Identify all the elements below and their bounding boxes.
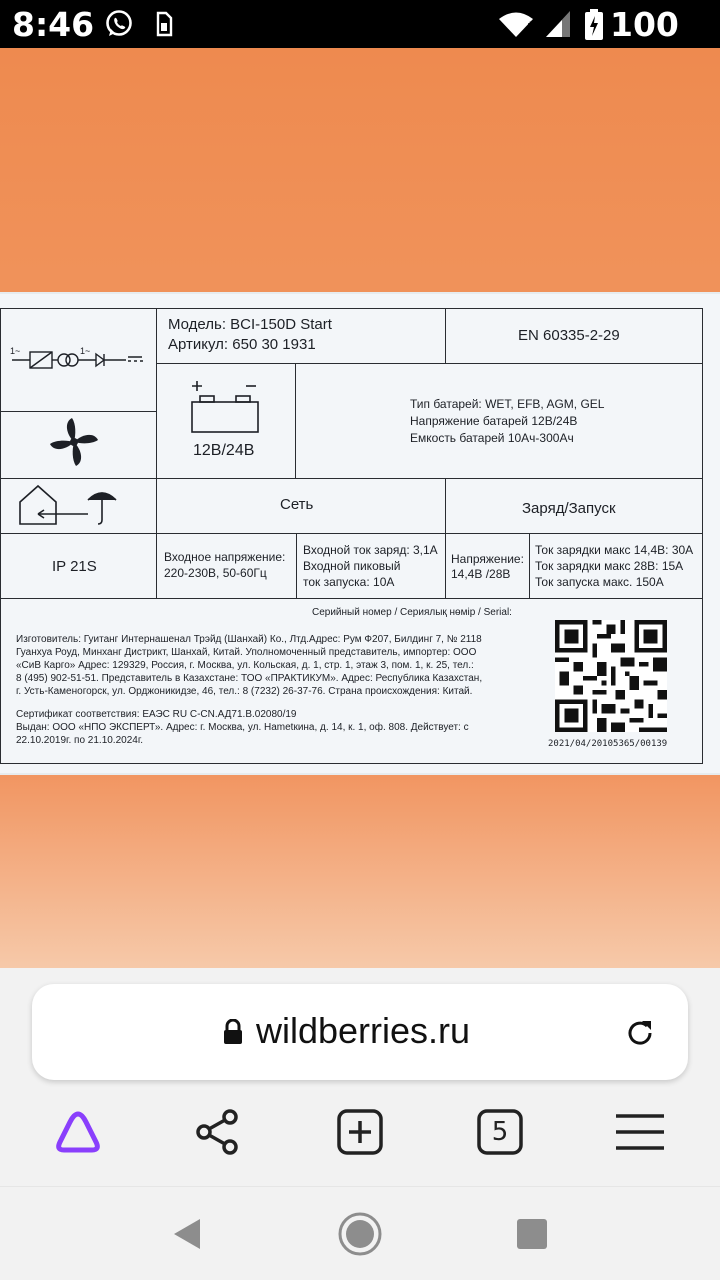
circuit-diagram-icon (10, 344, 150, 376)
cert-line-1: Сертификат соответствия: ЕАЭС RU С-CN.АД71.В.02080/19 (16, 709, 297, 720)
output-voltage-l1: Напряжение: (451, 552, 524, 566)
cert-line-3: 22.10.2019г. по 21.10.2024г. (16, 735, 144, 746)
input-voltage-l2: 220-230В, 50-60Гц (164, 566, 267, 580)
maker-line-5: г. Усть-Каменогорск, ул. Орджоникидзе, 46, тел.: 8 (7232) 26-37-76. Страна происхождения: Китай. (16, 686, 473, 697)
product-photo[interactable] (0, 48, 720, 968)
signal-icon (545, 10, 571, 38)
battery-voltage-spec: Напряжение батарей 12В/24В (410, 414, 578, 428)
charge-current-l2: Ток зарядки макс 28В: 15А (535, 559, 684, 573)
lock-icon (222, 1019, 244, 1045)
mains-header: Сеть (280, 496, 314, 513)
cert-line-2: Выдан: ООО «НПО ЭКСПЕРТ». Адрес: г. Москва, ул. Нametкина, д. 14, к. 1, оф. 808. Действует: с (16, 722, 469, 733)
input-voltage-l1: Входное напряжение: (164, 550, 286, 564)
battery-voltage-label: 12В/24В (193, 442, 255, 459)
battery-capacity: Емкость батарей 10Ач-300Ач (410, 431, 574, 445)
fan-icon (46, 414, 102, 470)
wifi-icon (498, 10, 534, 38)
status-time: 8:46 (12, 5, 95, 44)
spec-label (0, 292, 720, 775)
maker-line-1: Изготовитель: Гуитанг Интернашенал Трэйд (Шанхай) Ко., Лтд.Адрес: Рум Ф207, Билдинг 7, № 2118 (16, 634, 482, 645)
recents-icon[interactable] (507, 1209, 557, 1259)
battery-type: Тип батарей: WET, EFB, AGM, GEL (410, 397, 605, 411)
ip-rating: IP 21S (52, 558, 97, 575)
input-current-l1: Входной ток заряд: 3,1А (303, 543, 438, 557)
tab-count: 5 (491, 1117, 509, 1147)
new-tab-icon[interactable] (332, 1104, 388, 1160)
address-bar[interactable] (32, 984, 688, 1080)
system-nav-bar (0, 1186, 720, 1280)
whatsapp-icon (104, 9, 134, 39)
battery-percent: 100 (610, 5, 679, 44)
cell-output-voltage (445, 533, 530, 599)
qr-code-icon (552, 620, 670, 732)
sim-icon (155, 11, 173, 37)
tabs-button[interactable] (472, 1104, 528, 1160)
battery-icon (585, 9, 603, 40)
article-line: Артикул: 650 30 1931 (168, 336, 316, 353)
share-icon[interactable] (190, 1104, 246, 1160)
svg-text:1~: 1~ (10, 346, 21, 356)
input-current-l3: ток запуска: 10А (303, 575, 395, 589)
maker-line-3: «СиВ Карго» Адрес: 129329, Россия, г. Москва, ул. Кольская, д. 1, стр. 1, этаж 3, пом. 1, к. 25, тел.: (16, 660, 474, 671)
output-voltage-l2: 14,4В /28В (451, 567, 511, 581)
back-icon[interactable] (162, 1209, 212, 1259)
charge-current-l1: Ток зарядки макс 14,4В: 30А (535, 543, 694, 557)
home-icon[interactable] (335, 1209, 385, 1259)
indoor-use-icon (16, 482, 128, 528)
battery-12-24-icon (186, 376, 266, 436)
standard-label: EN 60335-2-29 (518, 327, 620, 344)
alice-icon[interactable] (50, 1104, 106, 1160)
input-current-l2: Входной пиковый (303, 559, 401, 573)
svg-text:1~: 1~ (80, 346, 91, 356)
url-text[interactable]: wildberries.ru (256, 1010, 471, 1051)
charge-header: Заряд/Запуск (522, 500, 616, 517)
charge-current-l3: Ток запуска макс. 150А (535, 575, 664, 589)
qr-caption: 2021/04/20105365/00139 (548, 739, 668, 749)
reload-icon[interactable] (622, 1015, 658, 1051)
maker-line-4: 8 (495) 902-51-51. Представитель в Казахстане: ТОО «ПРАКТИКУМ». Адрес: Республика Казахстан, (16, 673, 483, 684)
menu-icon[interactable] (612, 1104, 668, 1160)
status-bar (0, 0, 720, 48)
serial-label: Серийный номер / Сериялық нөмір / Serial: (312, 607, 512, 618)
maker-line-2: Гуанхуа Роуд, Минханг Дистрикт, Шанхай, Китай. Уполномоченный представитель, импортер: ООО (16, 647, 477, 658)
model-line: Модель: BCI-150D Start (168, 316, 332, 333)
browser-chrome (0, 968, 720, 1186)
